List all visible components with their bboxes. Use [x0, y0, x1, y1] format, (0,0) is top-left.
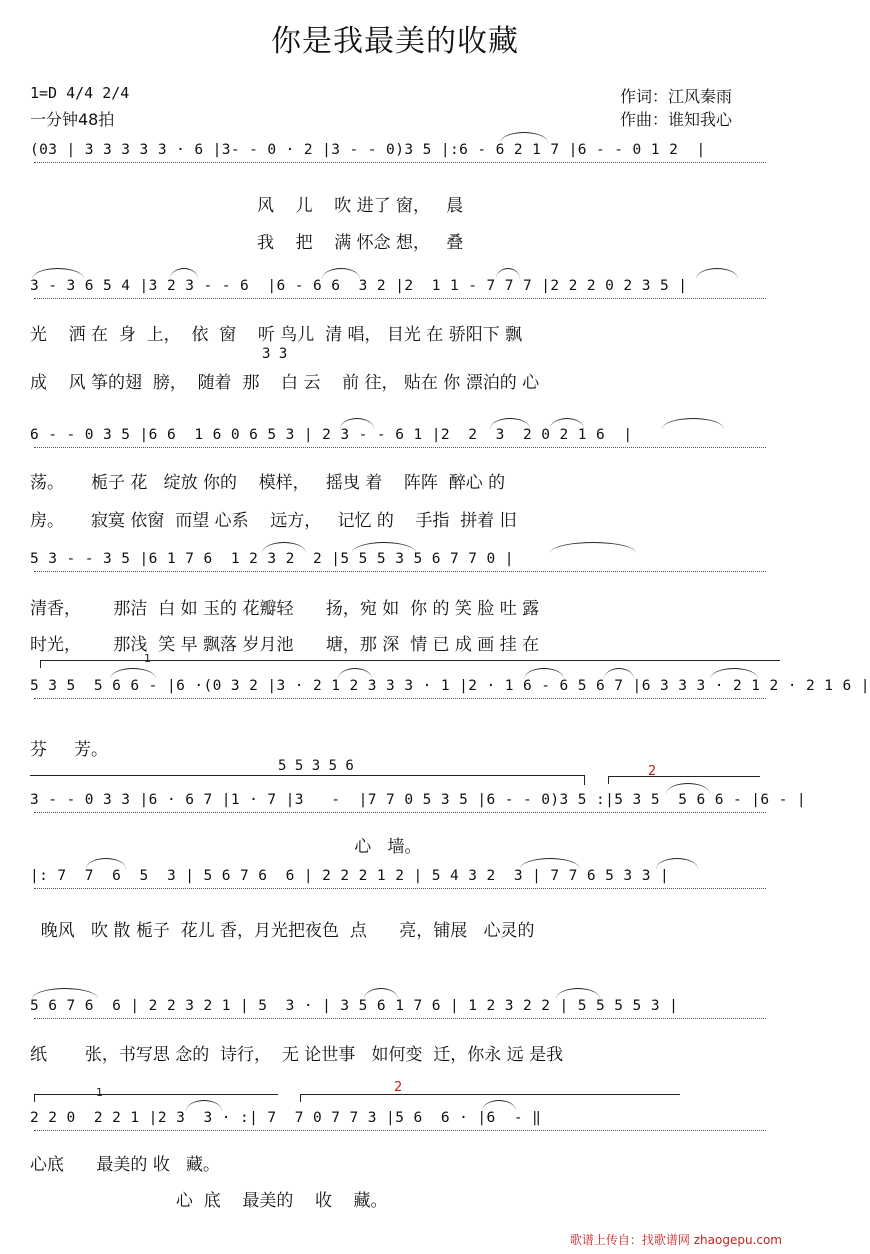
notation-line-9: 2 2 0 2 2 1 |2 3 3 · :| 7 7 0 7 7 3 |5 6 6 · |6 - ‖: [30, 1110, 770, 1132]
lyric-line-2b: 成 风 筝的翅 膀， 随着 那 白 云 前 往， 贴在 你 漂泊的 心: [30, 373, 540, 393]
lyric-line-1a: 风 儿 吹 进了 窗， 晨: [30, 196, 464, 216]
slur-arc: [656, 858, 698, 869]
slur-arc: [550, 418, 584, 429]
slur-arc: [86, 858, 126, 869]
slur-arc: [520, 858, 580, 869]
notation-line-2: 3 - 3 6 5 4 |3 2 3 - - 6 |6 - 6 6 3 2 |2 1 1 - 7 7 7 |2 2 2 0 2 3 5 |: [30, 278, 770, 300]
slur-arc: [262, 542, 306, 553]
lyric-line-8a: 纸 张，书写思 念的 诗行， 无 论世事 如何变 迁，你永 远 是我: [30, 1045, 564, 1065]
lyric-line-1b: 我 把 满 怀念 想， 叠: [30, 233, 464, 253]
slur-arc: [550, 542, 636, 553]
volta-2-tick-mid: [608, 776, 609, 784]
slur-arc: [186, 1100, 222, 1111]
lyric-line-4a: 清香， 那洁 白 如 玉的 花瓣轻 扬，宛 如 你 的 笑 脸 吐 露: [30, 599, 540, 619]
volta-1-tick-top: [40, 660, 41, 668]
notation-line-5: 5 3 5 5 6 6 - |6 ·(0 3 2 |3 · 2 1 2 3 3 3 · 1 |2 · 1 6 - 6 5 6 7 |6 3 3 3 · 2 1 2 · 2 1 6 |: [30, 678, 770, 700]
notation-line-4: 5 3 - - 3 5 |6 1 7 6 1 2 3 2 2 |5 5 5 3 5 6 7 7 0 |: [30, 551, 770, 573]
volta-1-number-bottom: 1: [96, 1086, 103, 1099]
slur-arc: [32, 268, 84, 279]
slur-arc: [482, 1100, 516, 1111]
lyric-line-6a: 心 墙。: [30, 837, 422, 857]
slur-arc: [338, 668, 372, 679]
slur-arc: [666, 783, 710, 794]
source-footer: 歌谱上传自：找歌谱网 zhaogepu.com: [569, 1233, 782, 1247]
lyric-line-4b: 时光， 那浅 笑 早 飘落 岁月池 塘，那 深 情 已 成 画 挂 在: [30, 635, 540, 655]
notation-line-7: |: 7 7 6 5 3 | 5 6 7 6 6 | 2 2 2 1 2 | 5 4 3 2 3 | 7 7 6 5 3 3 |: [30, 868, 770, 890]
interlude-line: [30, 775, 585, 776]
slur-arc: [556, 988, 600, 999]
interlude-line-end: [584, 775, 585, 785]
notation-line-3: 6 - - 0 3 5 |6 6 1 6 0 6 5 3 | 2 3 - - 6 1 |2 2 3 2 0 2 1 6 |: [30, 427, 770, 449]
composer: 作曲：谁知我心: [620, 110, 733, 129]
slur-arc: [352, 542, 416, 553]
slur-arc: [710, 668, 758, 679]
slur-arc: [340, 418, 374, 429]
lyric-line-9a: 心底 最美的 收 藏。: [30, 1155, 221, 1175]
tempo: 一分钟48拍: [30, 110, 115, 129]
notation-line-8: 5 6 7 6 6 | 2 2 3 2 1 | 5 3 · | 3 5 6 1 7 6 | 1 2 3 2 2 | 5 5 5 5 3 |: [30, 998, 770, 1020]
slur-arc: [662, 418, 724, 429]
lyric-line-3a: 荡。 栀子 花 绽放 你的 模样， 摇曳 着 阵阵 醉心 的: [30, 473, 506, 493]
slur-arc: [696, 268, 738, 279]
volta-2-line-bottom: [300, 1094, 680, 1095]
slur-arc: [496, 268, 520, 279]
slur-arc: [32, 988, 98, 999]
slur-arc: [490, 418, 530, 429]
volta-1-line-bottom: [34, 1094, 278, 1095]
volta-2-line-mid: [608, 776, 760, 777]
key-time-signature: 1=D 4/4 2/4: [30, 84, 130, 102]
lyric-line-9b: 心 底 最美的 收 藏。: [30, 1191, 388, 1211]
lyric-line-3b: 房。 寂寞 依窗 而望 心系 远方， 记忆 的 手指 拼着 旧: [30, 511, 517, 531]
volta-1-number-top: 1: [144, 652, 151, 665]
page-title: 你是我最美的收藏: [271, 24, 519, 59]
slur-arc: [604, 668, 634, 679]
slur-arc: [170, 268, 198, 279]
volta-2-tick-bottom: [300, 1094, 301, 1102]
volta-2-number-mid: 2: [648, 764, 657, 779]
slur-arc: [524, 668, 564, 679]
slur-arc: [364, 988, 398, 999]
lyric-line-2a: 光 洒 在 身 上， 依 窗 听 鸟儿 清 唱， 目光 在 骄阳下 飘: [30, 325, 523, 345]
lyric-line-5a: 芬 芳。: [30, 740, 109, 760]
lyricist: 作词：江风秦雨: [620, 87, 733, 106]
notation-line-6: 3 - - 0 3 3 |6 · 6 7 |1 · 7 |3 - |7 7 0 5 3 5 |6 - - 0)3 5 :|5 3 5 5 6 6 - |6 - |: [30, 792, 770, 814]
volta-1-tick-bottom: [34, 1094, 35, 1102]
slur-arc: [322, 268, 360, 279]
volta-2-number-bottom: 2: [394, 1080, 403, 1095]
slur-arc: [110, 668, 156, 679]
small-note-55356: 5 5 3 5 6: [278, 758, 354, 774]
slur-arc: [500, 132, 548, 143]
small-note-33: 3 3: [262, 346, 288, 362]
volta-1-line-top: [40, 660, 780, 661]
lyric-line-7a: 晚风 吹 散 栀子 花儿 香，月光把夜色 点 亮，铺展 心灵的: [30, 921, 535, 941]
notation-line-1: (03 | 3 3 3 3 3 · 6 |3- - 0 · 2 |3 - - 0)3 5 |:6 - 6 2 1 7 |6 - - 0 1 2 |: [30, 142, 770, 164]
